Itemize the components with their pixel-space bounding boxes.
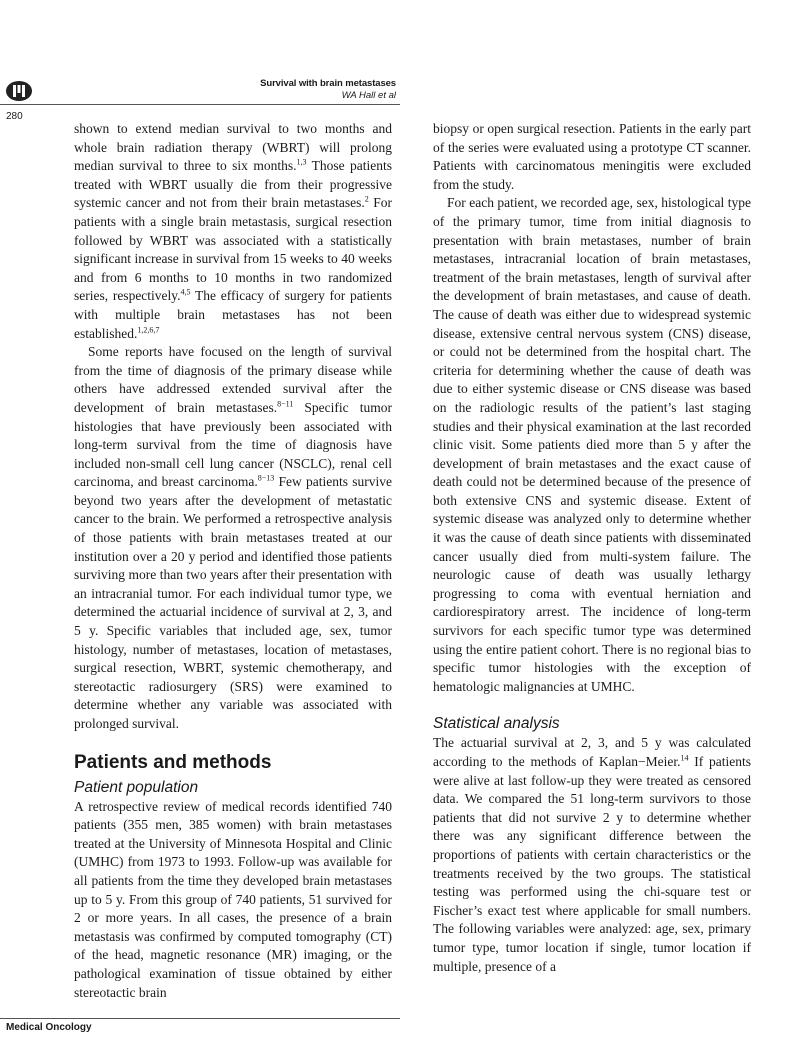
- paragraph: shown to extend median survival to two months and whole brain radiation therapy (WBRT) will prolong median survival to three to six months.$^{1,3}$ Those patients treated with WBRT usually die from their progressive systemic cancer and not from their brain metastases.$^2$ For patients with a single brain metastasis, surgical resection followed by WBRT was associated with a statistically significant increase in survival from 15 weeks to 40 weeks and from 6 months to 10 months in two randomized series, respectively.$^{4,5}$ The efficacy of surgery for patients with multiple brain metastases has not been established.$^{1,2,6,7}$: [74, 121, 392, 341]
- header-rule: [0, 104, 400, 105]
- running-title: Survival with brain metastases: [260, 78, 396, 89]
- footer-rule: [0, 1018, 400, 1019]
- paragraph: biopsy or open surgical resection. Patients in the early part of the series were evaluated using a prototype CT scanner. Patients with carcinomatous meningitis were excluded from the study.: [433, 121, 751, 192]
- journal-logo-icon: [4, 80, 34, 102]
- citation: 4,5: [180, 287, 191, 297]
- subsection-heading: Statistical analysis: [433, 715, 560, 733]
- citation: 8−11: [277, 399, 294, 409]
- right-column: [433, 120, 751, 976]
- paragraph: A retrospective review of medical records identified 740 patients (355 men, 385 women) with brain metastases treated at the University of Minnesota Hospital and Clinic (UMHC) from 1973 to 1993. Follow-up was available for all patients from the time they developed brain metastases up to 5 y. From this group of 740 patients, 51 survived for 2 or more years. In all cases, the presence of a brain metastasis was confirmed by computed tomography (CT) of the head, magnetic resonance (MR) imaging, or the pathological examination of tissue obtained by either stereotactic brain: [74, 798, 392, 1000]
- section-heading: Patients and methods: [74, 751, 272, 773]
- paragraph: Some reports have focused on the length of survival from the time of diagnosis of the primary disease while others have addressed extended survival after the development of brain metastases.$^{8-11}$ Specific tumor histologies that have previously been associated with long-term survival from the time of diagnosis have included non-small cell lung cancer (NSCLC), renal cell carcinoma, and breast carcinoma.$^{8-13}$ Few patients survive beyond two years after the development of metastatic cancer to the brain. We performed a retrospective analysis of those patients with brain metastases treated at our institution over a 20 y period and identified those patients surviving more than two years after their presentation with an intracranial tumor. For each individual tumor type, we determined the actuarial incidence of survival at 2, 3, and 5 y. Specific variables that included age, sex, tumor histology, number of metastases, location of metastases, surgical resection, WBRT, systemic chemotherapy, and stereotactic radiosurgery (SRS) were examined to determine whether any variable was associated with prolonged survival.: [74, 344, 392, 731]
- paragraph: The actuarial survival at 2, 3, and 5 y was calculated according to the methods of Kaplan−Meier.$^{14}$ If patients were alive at last follow-up they were treated as censored data. We compared the 51 long-term survivors to those patients that did not survive 2 y to determine whether there was any significant difference between the proportions of patients with certain characteristics or the treatments received by the two groups. The statistical testing was performed using the chi-square test or Fischer’s exact test where applicable for small numbers. The following variables were analyzed: age, sex, primary tumor type, tumor location if single, tumor location if multiple, presence of a: [433, 735, 752, 974]
- subsection-heading: Patient population: [74, 778, 199, 796]
- citation: 8−13: [257, 473, 275, 483]
- left-column: [74, 120, 392, 1002]
- citation: 14: [680, 753, 689, 763]
- paragraph: For each patient, we recorded age, sex, histological type of the primary tumor, time from initial diagnosis to presentation with brain metastases, number of brain metastases, intracranial location of brain metastases, treatment of the brain metastases, length of survival after the development of brain metastases, and cause of death. The cause of death was either due to widespread systemic disease, extensive central nervous system (CNS) disease, or could not be determined from the hospital chart. The criteria for determining whether the cause of death was due to either systemic disease or CNS disease was based on the radiologic results of the patient’s last staging studies and their physical examination at the last recorded clinic visit. Some patients died more than 5 y after the development of brain metastases and the exact cause of death could not be determined because of the presence of both extensive CNS and systemic disease. Extent of systemic disease was analyzed only to determine whether it was the cause of death since patients with disseminated cancer usually died from multi-system failure. The neurologic cause of death was usually lethargy progressing to coma with eventual herniation and cardiorespiratory arrest. The incidence of long-term survivors for each specific tumor type was determined using the entire patient cohort. There is no regional bias to specific tumor histologies with the exception of hematologic malignancies at UMHC.: [433, 195, 751, 694]
- citation: 1,2,6,7: [137, 325, 160, 335]
- citation: 1,3: [296, 157, 307, 167]
- page-number: 280: [6, 111, 23, 122]
- running-authors: WA Hall et al: [341, 90, 396, 101]
- citation: 2: [364, 194, 369, 204]
- journal-name: Medical Oncology: [6, 1022, 92, 1033]
